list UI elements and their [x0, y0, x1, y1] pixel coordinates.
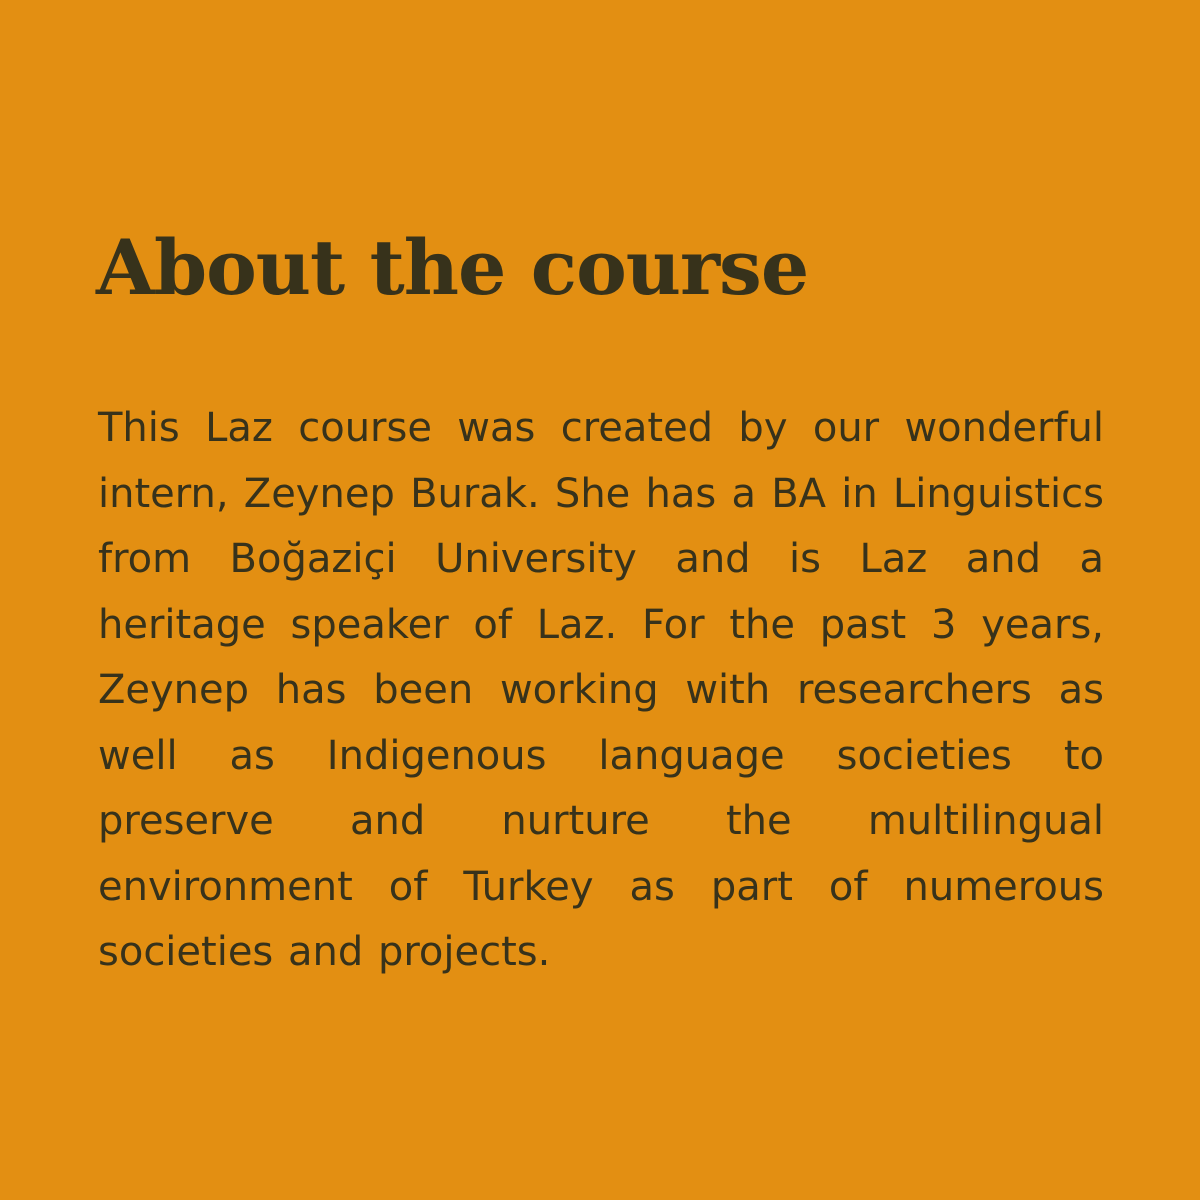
- page-title: About the course: [96, 223, 809, 312]
- course-description: This Laz course was created by our wonderful intern, Zeynep Burak. She has a BA in Linguistics from Boğaziçi University and is Laz and a heritage speaker of Laz. For the past 3 years, Zeynep has been working with researchers as well as Indigenous language societies to preserve and nurture the multilingual environment of Turkey as part of numerous societies and projects.: [98, 405, 1104, 975]
